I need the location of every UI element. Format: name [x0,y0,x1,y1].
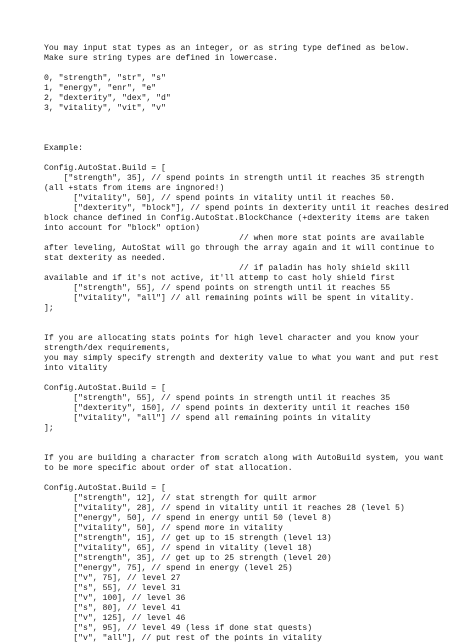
code-line: ["strength", 35], // spend points in strength until it reaches 35 strength [44,174,425,183]
code-line: after leveling, AutoStat will go through the array again and it will continue to [44,244,435,253]
autobuild-paragraph [44,454,456,474]
blank-line [44,474,456,484]
blank-line [44,114,456,124]
stat-type-line: 0, "strength", "str", "s" [44,74,166,83]
code-line: Config.AutoStat.Build = [ [44,384,166,393]
code-line: ["v", 100], // level 36 [44,594,186,603]
code-line: ["vitality", "all"] // spend all remaining points in vitality [44,414,371,423]
code-line: available and if it's not active, it'll attemp to cast holy shield first [44,274,396,283]
blank-line [44,64,456,74]
code-line: ["vitality", 28], // spend in vitality until it reaches 28 (level 5) [44,504,405,513]
code-line: ["strength", 55], // spend points in strength until it reaches 35 [44,394,391,403]
example1-code-block [44,164,456,314]
code-line: ]; [44,424,54,433]
blank-line [44,124,456,134]
code-line: ["dexterity", "block"], // spend points in dexterity until it reaches desired [44,204,449,213]
code-line: stat dexterity as needed. [44,254,166,263]
high-level-paragraph [44,334,456,374]
example3-code-block [44,484,456,644]
code-line: // if paladin has holy shield skill [44,264,410,273]
blank-line [44,374,456,384]
code-line: Config.AutoStat.Build = [ [44,164,166,173]
code-line: block chance defined in Config.AutoStat.BlockChance (+dexterity items are taken [44,214,430,223]
code-line: ["vitality", 65], // spend in vitality (level 18) [44,544,313,553]
stat-types-list [44,74,456,114]
blank-line [44,434,456,444]
code-line: ["dexterity", 150], // spend points in dexterity until it reaches 150 [44,404,410,413]
code-line: Config.AutoStat.Build = [ [44,484,166,493]
code-line: ["vitality", 50], // spend points in vitality until it reaches 50. [44,194,396,203]
blank-line [44,134,456,144]
document-body [44,44,456,644]
intro-paragraph [44,44,456,64]
code-line: ["s", 95], // level 49 (less if done stat quests) [44,624,313,633]
text-line: you may simply specify strength and dexterity value to what you want and put rest [44,354,439,363]
blank-line [44,314,456,324]
code-line: (all +stats from items are ingnored!) [44,184,225,193]
stat-type-line: 3, "vitality", "vit", "v" [44,104,166,113]
code-line: ["energy", 50], // spend in energy until 50 (level 8) [44,514,332,523]
code-line: ["vitality", 50], // spend more in vitality [44,524,283,533]
code-line: ["strength", 55], // spend points on strength until it reaches 55 [44,284,391,293]
code-line: ["v", "all"], // put rest of the points in vitality [44,634,322,643]
text-line: If you are allocating stats points for high level character and you know your [44,334,420,343]
text-line: If you are building a character from scratch along with AutoBuild system, you want [44,454,444,463]
text-line: Make sure string types are defined in lowercase. [44,54,279,63]
blank-line [44,154,456,164]
text-line: to be more specific about order of stat allocation. [44,464,293,473]
text-line: strength/dex requirements, [44,344,171,353]
example-heading: Example: [44,144,84,153]
example2-code-block [44,384,456,434]
text-line: You may input stat types as an integer, or as string type defined as below. [44,44,410,53]
code-line: ["v", 125], // level 46 [44,614,186,623]
code-line: ["strength", 12], // stat strength for quilt armor [44,494,318,503]
code-line: ]; [44,304,54,313]
blank-line [44,444,456,454]
code-line: ["energy", 75], // spend in energy (level 25) [44,564,293,573]
code-line: ["v", 75], // level 27 [44,574,181,583]
code-line: ["vitality", "all"] // all remaining points will be spent in vitality. [44,294,415,303]
code-line: ["s", 80], // level 41 [44,604,181,613]
stat-type-line: 2, "dexterity", "dex", "d" [44,94,171,103]
blank-line [44,324,456,334]
code-line: ["s", 55], // level 31 [44,584,181,593]
stat-type-line: 1, "energy", "enr", "e" [44,84,157,93]
code-line: ["strength", 15], // get up to 15 strength (level 13) [44,534,332,543]
text-line: into vitality [44,364,108,373]
code-line: into account for "block" option) [44,224,201,233]
code-line: // when more stat points are available [44,234,425,243]
code-line: ["strength", 35], // get up to 25 strength (level 20) [44,554,332,563]
